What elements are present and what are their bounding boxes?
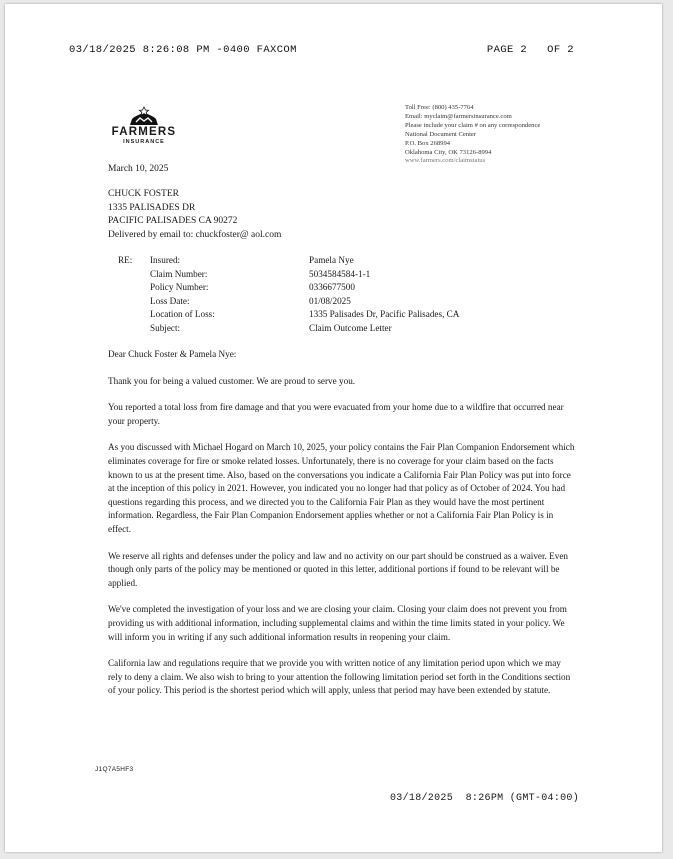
fax-footer-timestamp: 03/18/2025 8:26PM (GMT-04:00) bbox=[390, 793, 580, 804]
re-row-label: Policy Number: bbox=[150, 282, 209, 293]
contact-po-box: P.O. Box 268994 bbox=[405, 139, 451, 147]
farmers-crest-icon bbox=[127, 106, 161, 126]
re-row-value: Claim Outcome Letter bbox=[309, 322, 392, 333]
contact-center: National Document Center bbox=[405, 130, 477, 138]
address-line: CHUCK FOSTER bbox=[108, 189, 179, 199]
contact-phone: Toll Free: (800) 435-7764 bbox=[405, 104, 474, 111]
re-row-label: Insured: bbox=[150, 255, 181, 265]
address-line: Delivered by email to: chuckfoster@ aol.com bbox=[108, 229, 282, 240]
re-row-value: 1335 Palisades Dr, Pacific Palisades, CA bbox=[309, 309, 460, 320]
re-row-value: Pamela Nye bbox=[309, 255, 354, 265]
body-paragraph: You reported a total loss from fire damage and that you were evacuated from your home due to a wildfire that occurred near your property. bbox=[108, 402, 564, 426]
letter-body bbox=[108, 348, 575, 711]
re-row-value: 5034584584-1-1 bbox=[309, 268, 371, 279]
re-row-label: Location of Loss: bbox=[150, 309, 215, 320]
recipient-address bbox=[108, 188, 281, 242]
re-row-label: Loss Date: bbox=[150, 295, 190, 306]
fax-header-page-number: PAGE 2 OF 2 bbox=[486, 44, 574, 56]
address-line: PACIFIC PALISADES CA 90272 bbox=[108, 216, 238, 226]
re-row-label: Claim Number: bbox=[150, 268, 208, 279]
logo-brand-text: FARMERS bbox=[111, 126, 177, 138]
contact-note: Please include your claim # on any correspondence bbox=[405, 121, 541, 129]
body-paragraph: Thank you for being a valued customer. We are proud to serve you. bbox=[108, 375, 356, 386]
address-line: 1335 PALISADES DR bbox=[108, 202, 196, 213]
logo-sub-text: INSURANCE bbox=[123, 139, 165, 145]
letter-date: March 10, 2025 bbox=[108, 164, 169, 174]
farmers-logo bbox=[108, 106, 180, 146]
body-paragraph: We've completed the investigation of your loss and we are closing your claim. Closing your claim does not prevent you from providing us with additional information, including supplemental claims and within the time limits stated in your policy. We will inform you in writing if any such additional information results in reopening your claim. bbox=[108, 604, 567, 642]
body-paragraph: We reserve all rights and defenses under the policy and law and no activity on our part should be construed as a waiver. Even though only parts of the policy may be mentioned or quoted in this letter, additional portions if found to be relevant will be applied. bbox=[108, 550, 569, 588]
contact-email: Email: myclaim@farmersinsurance.com bbox=[405, 112, 512, 120]
contact-website: www.farmers.com/claimstatus bbox=[405, 157, 486, 165]
re-label: RE: bbox=[118, 255, 133, 265]
letter-page bbox=[5, 4, 662, 852]
document-code: J1Q7A5HF3 bbox=[95, 766, 134, 773]
body-paragraph: California law and regulations require that we provide you with written notice of any limitation period upon which we may rely to deny a claim. We also wish to bring to your attention the following limitation period set forth in the Conditions section of your policy. This period is the shortest period which will apply, unless that period may have been extended by statute. bbox=[108, 658, 571, 696]
body-paragraph: As you discussed with Michael Hogard on March 10, 2025, your policy contains the Fair Plan Companion Endorsement which eliminates coverage for fire or smoke related losses. Unfortunately, there is no coverage for your claim based on the facts known to us at the present time. Also, based on the conversations you indicate a California Fair Plan Policy was put into force at the inception of this policy in 2021. However, you indicated you no longer had that policy as of October of 2024. You had questions regarding this process, and we directed you to the California Fair Plan as they would have the most pertinent information. Regardless, the Fair Plan Companion Endorsement applies whether or not a California Fair Plan Policy is in effect. bbox=[108, 442, 575, 534]
contact-city: Oklahoma City, OK 73126-8994 bbox=[405, 148, 492, 156]
salutation: Dear Chuck Foster & Pamela Nye: bbox=[108, 349, 237, 359]
re-row-value: 01/08/2025 bbox=[309, 295, 351, 306]
contact-block bbox=[405, 104, 540, 166]
re-row-label: Subject: bbox=[150, 322, 181, 333]
fax-header-timestamp: 03/18/2025 8:26:08 PM -0400 FAXCOM bbox=[69, 44, 297, 56]
re-row-value: 0336677500 bbox=[309, 282, 355, 293]
